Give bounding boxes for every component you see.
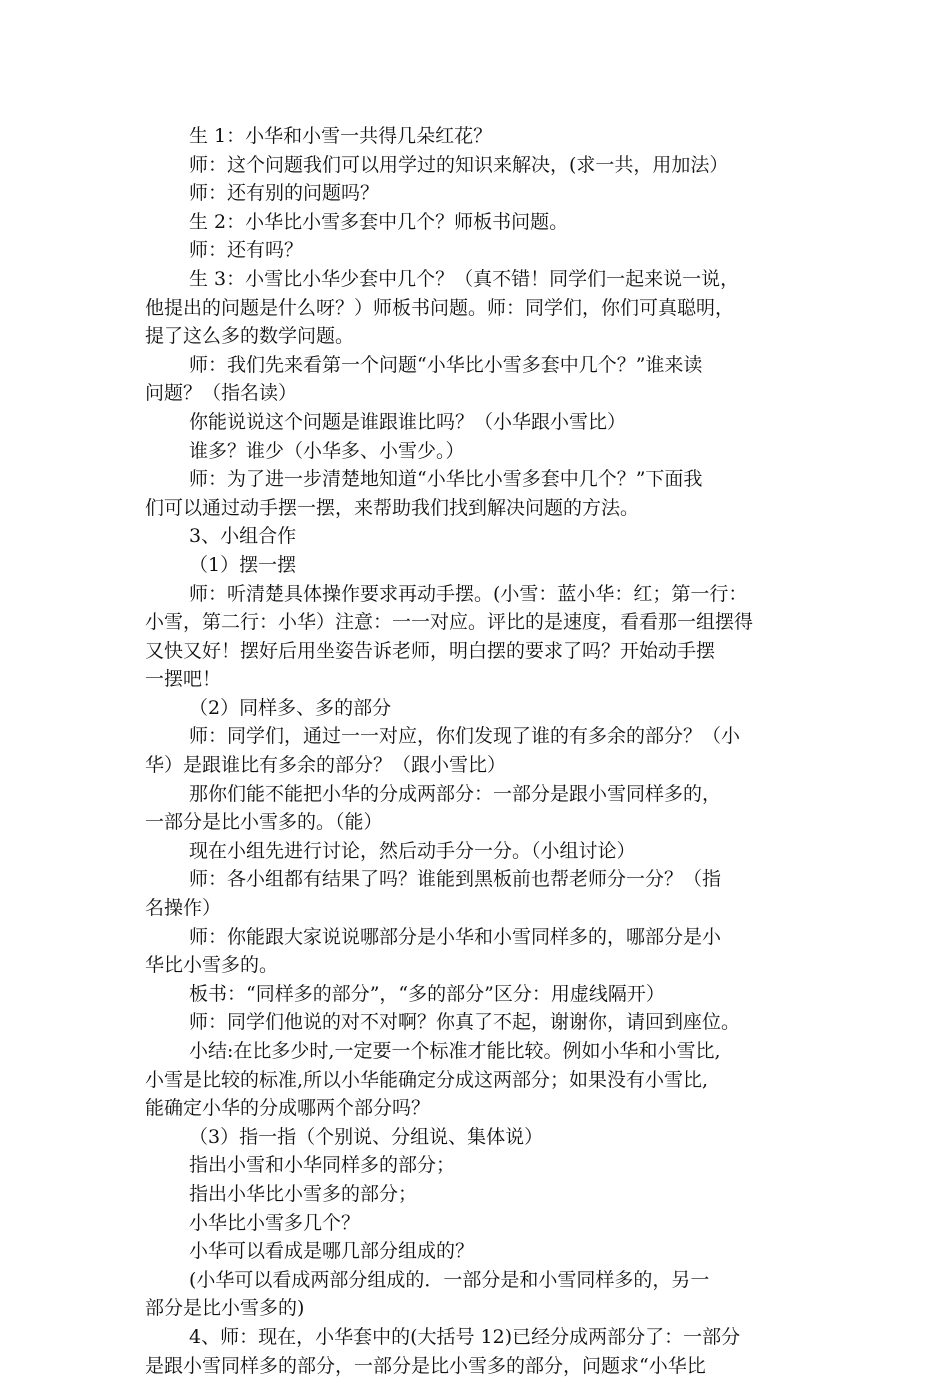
text-line: 指出小华比小雪多的部分； xyxy=(189,1182,418,1205)
text-line: 师：还有吗？ xyxy=(189,239,304,262)
text-line: 一部分是比小雪多的。（能） xyxy=(145,811,383,834)
text-line: （1）摆一摆 xyxy=(189,553,297,576)
text-line: 小雪，第二行：小华）注意：一一对应。评比的是速度，看看那一组摆得 xyxy=(145,611,754,634)
text-line: 小华可以看成是哪几部分组成的？ xyxy=(189,1240,475,1263)
text-line: 他提出的问题是什么呀？）师板书问题。师：同学们，你们可真聪明， xyxy=(145,296,735,319)
text-line: 谁多？谁少（小华多、小雪少。） xyxy=(189,439,465,462)
text-line: 问题？（指名读） xyxy=(145,382,298,405)
text-line: 师：为了进一步清楚地知道“小华比小雪多套中几个？”下面我 xyxy=(189,468,703,491)
text-line: 们可以通过动手摆一摆，来帮助我们找到解决问题的方法。 xyxy=(145,496,640,519)
text-line: 华比小雪多的。 xyxy=(145,954,279,977)
text-line: 板书：“同样多的部分”，“多的部分”区分：用虚线隔开） xyxy=(189,982,665,1005)
text-line: （3）指一指（个别说、分组说、集体说） xyxy=(189,1125,544,1148)
document-body xyxy=(145,122,810,1380)
text-line: 小雪是比较的标准,所以小华能确定分成这两部分；如果没有小雪比, xyxy=(145,1068,709,1091)
text-line: 你能说说这个问题是谁跟谁比吗？（小华跟小雪比） xyxy=(189,410,627,433)
text-line: 生 1：小华和小雪一共得几朵红花？ xyxy=(189,125,493,147)
text-line: 指出小雪和小华同样多的部分； xyxy=(189,1154,456,1177)
text-line: 师：听清楚具体操作要求再动手摆。(小雪：蓝小华：红；第一行： xyxy=(189,582,748,605)
text-line: 生 2：小华比小雪多套中几个？师板书问题。 xyxy=(189,210,569,233)
text-line: 名操作） xyxy=(145,897,222,920)
text-line: 师：还有别的问题吗？ xyxy=(189,182,380,205)
text-line: 小结:在比多少时,一定要一个标准才能比较。例如小华和小雪比, xyxy=(189,1040,721,1062)
text-line: 那你们能不能把小华的分成两部分：一部分是跟小雪同样多的， xyxy=(189,782,722,805)
text-line: 师：同学们，通过一一对应，你们发现了谁的有多余的部分？（小 xyxy=(189,725,741,748)
text-line: 能确定小华的分成哪两个部分吗？ xyxy=(145,1097,431,1120)
text-line: (小华可以看成两部分组成的．一部分是和小雪同样多的，另一 xyxy=(189,1268,710,1291)
text-line: 师：同学们他说的对不对啊？你真了不起，谢谢你，请回到座位。 xyxy=(189,1011,741,1034)
text-line: 师：各小组都有结果了吗？谁能到黑板前也帮老师分一分？（指 xyxy=(189,868,722,891)
text-line: 又快又好！摆好后用坐姿告诉老师，明白摆的要求了吗？开始动手摆 xyxy=(145,639,716,662)
text-line: （2）同样多、多的部分 xyxy=(189,696,392,719)
text-line: 小华比小雪多几个？ xyxy=(189,1211,361,1234)
text-line: 4、师：现在，小华套中的(大括号 12)已经分成两部分了：一部分 xyxy=(189,1325,741,1348)
text-line: 现在小组先进行讨论，然后动手分一分。（小组讨论） xyxy=(189,839,636,862)
text-line: 3、小组合作 xyxy=(189,525,297,548)
text-line: 是跟小雪同样多的部分，一部分是比小雪多的部分，问题求“小华比 xyxy=(145,1354,706,1377)
text-line: 提了这么多的数学问题。 xyxy=(145,325,355,348)
text-line: 部分是比小雪多的) xyxy=(145,1297,305,1320)
text-line: 师：你能跟大家说说哪部分是小华和小雪同样多的，哪部分是小 xyxy=(189,925,722,948)
text-line: 生 3：小雪比小华少套中几个？（真不错！同学们一起来说一说， xyxy=(189,267,740,290)
text-line: 华）是跟谁比有多余的部分？（跟小雪比） xyxy=(145,754,507,777)
text-line: 师：我们先来看第一个问题“小华比小雪多套中几个？”谁来读 xyxy=(189,353,703,376)
text-line: 一摆吧！ xyxy=(145,668,222,691)
text-line: 师：这个问题我们可以用学过的知识来解决，(求一共，用加法） xyxy=(189,153,729,176)
